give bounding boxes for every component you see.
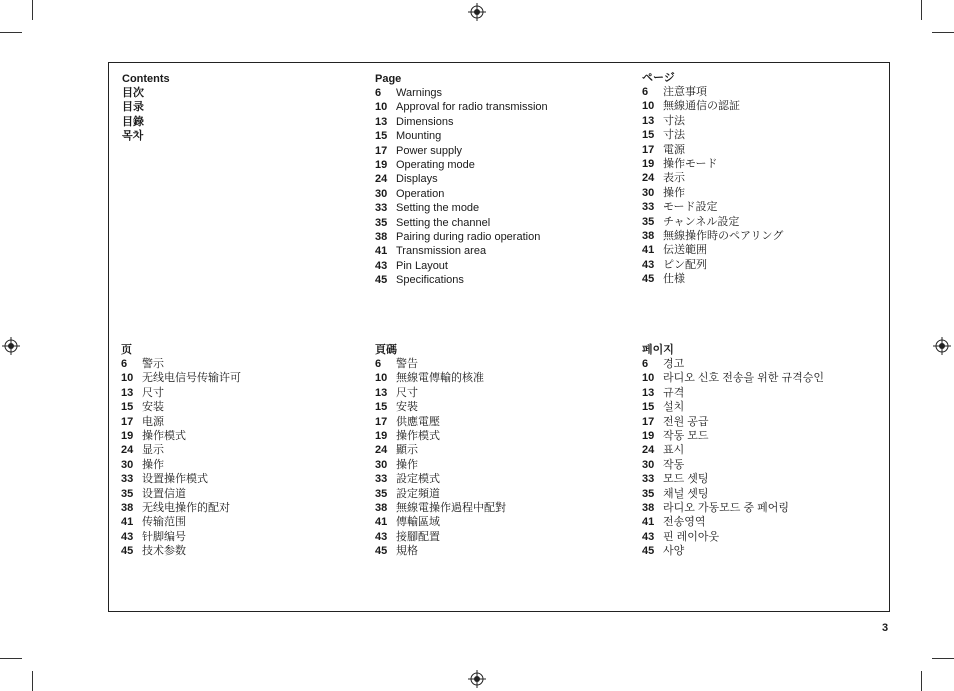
toc-row[interactable]: 30 操作	[642, 186, 685, 199]
contents-heading	[122, 72, 170, 143]
toc-row[interactable]: 41 伝送範囲	[642, 244, 707, 257]
toc-row[interactable]: 24 Displays	[375, 173, 438, 186]
toc-chinese-simplified	[121, 343, 241, 559]
toc-row[interactable]: 43 ピン配列	[642, 258, 707, 271]
toc-row[interactable]: 19 操作模式	[375, 430, 440, 443]
toc-row[interactable]: 24 表示	[642, 172, 685, 185]
toc-row[interactable]: 13 尺寸	[121, 386, 164, 399]
toc-row[interactable]: 38 라디오 가동모드 중 페어링	[642, 502, 790, 515]
registration-mark-top-icon	[468, 3, 486, 21]
toc-row[interactable]: 15 설치	[642, 401, 685, 414]
toc-row[interactable]: 10 無線電傳輸的核准	[375, 372, 484, 385]
registration-mark-right-icon	[933, 337, 951, 355]
toc-row[interactable]: 35 チャンネル設定	[642, 215, 740, 228]
toc-row[interactable]: 33 モード設定	[642, 201, 718, 214]
toc-row[interactable]: 24 显示	[121, 444, 164, 457]
toc-row[interactable]: 38 Pairing during radio operation	[375, 231, 541, 244]
toc-english-header: Page	[375, 73, 402, 85]
toc-row[interactable]: 43 핀 레이아웃	[642, 530, 720, 543]
toc-row[interactable]: 6 Warnings	[375, 87, 443, 99]
toc-row[interactable]: 41 전송영역	[642, 516, 706, 529]
toc-row[interactable]: 45 Specifications	[375, 274, 464, 287]
toc-row[interactable]: 38 无线电操作的配对	[121, 502, 230, 515]
contents-label-ja: 目次	[122, 87, 144, 100]
toc-row[interactable]: 45 技术参数	[121, 545, 186, 558]
toc-row[interactable]: 43 接腳配置	[375, 530, 440, 543]
crop-mark-bottom-left-v	[32, 671, 33, 691]
toc-row[interactable]: 38 無線操作時のペアリング	[642, 230, 784, 243]
toc-row[interactable]: 15 安裝	[375, 401, 418, 414]
toc-row[interactable]: 10 無線通信の認証	[642, 100, 740, 113]
toc-row[interactable]: 6 경고	[642, 358, 685, 370]
toc-row[interactable]: 41 Transmission area	[375, 245, 487, 258]
toc-japanese-header: ページ	[642, 72, 675, 84]
crop-mark-top-left-h	[0, 32, 22, 33]
toc-row[interactable]: 45 規格	[375, 545, 418, 558]
toc-row[interactable]: 30 操作	[121, 458, 164, 471]
toc-row[interactable]: 41 传输范围	[121, 516, 186, 529]
toc-row[interactable]: 13 규격	[642, 386, 685, 399]
toc-row[interactable]: 15 Mounting	[375, 130, 442, 143]
crop-mark-top-right-v	[921, 0, 922, 20]
toc-row[interactable]: 45 仕様	[642, 273, 685, 286]
toc-row[interactable]: 45 사양	[642, 545, 685, 558]
contents-label-ko: 목차	[122, 129, 144, 142]
toc-row[interactable]: 19 操作モード	[642, 158, 718, 171]
toc-row[interactable]: 13 尺寸	[375, 386, 418, 399]
toc-row[interactable]: 30 操作	[375, 458, 418, 471]
crop-mark-top-left-v	[32, 0, 33, 20]
toc-row[interactable]: 38 無線電操作過程中配對	[375, 502, 506, 515]
registration-mark-left-icon	[2, 337, 20, 355]
contents-label-en: Contents	[122, 73, 170, 85]
toc-english	[375, 72, 548, 288]
toc-row[interactable]: 17 電源	[642, 143, 685, 156]
toc-row[interactable]: 35 設定頻道	[375, 487, 440, 500]
toc-row[interactable]: 33 设置操作模式	[121, 473, 208, 486]
toc-row[interactable]: 33 Setting the mode	[375, 202, 480, 215]
toc-korean-header: 페이지	[642, 344, 674, 356]
toc-chinese-traditional-header: 頁碼	[375, 344, 397, 356]
toc-row[interactable]: 17 Power supply	[375, 144, 463, 157]
toc-row[interactable]: 35 채널 셋팅	[642, 487, 709, 500]
contents-label-zh-hans: 目录	[122, 101, 144, 114]
toc-row[interactable]: 41 傳輸區域	[375, 516, 440, 529]
toc-row[interactable]: 15 寸法	[642, 129, 685, 142]
toc-row[interactable]: 10 Approval for radio transmission	[375, 101, 548, 114]
toc-row[interactable]: 24 顯示	[375, 444, 418, 457]
crop-mark-top-right-h	[932, 32, 954, 33]
crop-mark-bottom-right-v	[921, 671, 922, 691]
toc-row[interactable]: 43 针脚编号	[121, 530, 186, 543]
toc-row[interactable]: 13 寸法	[642, 114, 685, 127]
crop-mark-bottom-right-h	[932, 658, 954, 659]
toc-row[interactable]: 19 Operating mode	[375, 159, 475, 172]
toc-row[interactable]: 10 无线电信号传输许可	[121, 372, 241, 385]
toc-row[interactable]: 17 전원 공급	[642, 415, 709, 428]
toc-row[interactable]: 33 設定模式	[375, 473, 440, 486]
toc-row[interactable]: 15 安装	[121, 401, 164, 414]
registration-mark-bottom-icon	[468, 670, 486, 688]
toc-row[interactable]: 19 操作模式	[121, 430, 186, 443]
toc-row[interactable]: 17 电源	[121, 415, 164, 428]
toc-row[interactable]: 30 작동	[642, 458, 685, 471]
toc-row[interactable]: 13 Dimensions	[375, 115, 454, 128]
toc-row[interactable]: 35 设置信道	[121, 487, 186, 500]
toc-japanese	[642, 71, 783, 287]
toc-row[interactable]: 43 Pin Layout	[375, 259, 448, 272]
toc-row[interactable]: 6 警告	[375, 358, 418, 370]
toc-row[interactable]: 19 작동 모드	[642, 430, 709, 443]
toc-row[interactable]: 10 라디오 신호 전송을 위한 규격승인	[642, 372, 824, 385]
toc-chinese-simplified-header: 页	[121, 344, 132, 356]
toc-row[interactable]: 35 Setting the channel	[375, 216, 491, 229]
toc-row[interactable]: 33 모드 셋팅	[642, 473, 709, 486]
contents-label-zh-hant: 目錄	[122, 115, 144, 128]
toc-row[interactable]: 30 Operation	[375, 187, 445, 200]
crop-mark-bottom-left-h	[0, 658, 22, 659]
toc-row[interactable]: 24 표시	[642, 444, 685, 457]
toc-row[interactable]: 17 供應電壓	[375, 415, 440, 428]
page-number: 3	[882, 622, 889, 634]
toc-chinese-traditional	[375, 343, 506, 559]
toc-row[interactable]: 6 警示	[121, 358, 164, 370]
toc-korean	[642, 343, 824, 559]
toc-row[interactable]: 6 注意事項	[642, 86, 707, 98]
